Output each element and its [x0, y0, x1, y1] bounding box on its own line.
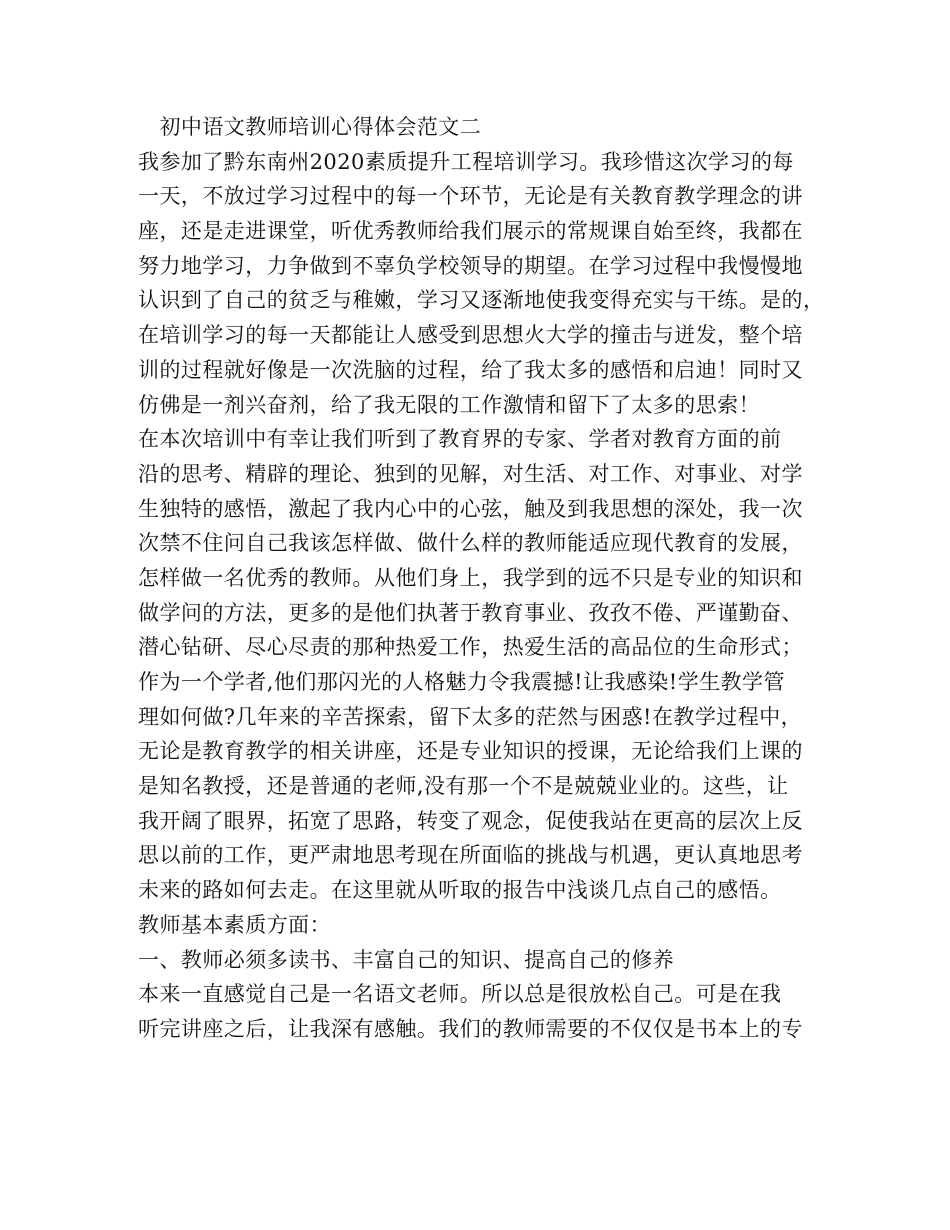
text-line: 作为一个学者,他们那闪光的人格魅力令我震撼!让我感染!学生教学管: [138, 670, 785, 694]
text-line: 一天，不放过学习过程中的每一个环节，无论是有关教育教学理念的讲: [138, 184, 803, 209]
text-line: 思以前的工作，更严肃地思考现在所面临的挑战与机遇，更认真地思考: [138, 843, 803, 868]
text-line: 在本次培训中有幸让我们听到了教育界的专家、学者对教育方面的前: [138, 427, 782, 452]
text-line: 我参加了黔东南州2020素质提升工程培训学习。我珍惜这次学习的每: [138, 149, 794, 174]
text-line: 无论是教育教学的相关讲座，还是专业知识的授课，无论给我们上课的: [138, 739, 803, 764]
text-line: 理如何做?几年来的辛苦探索，留下太多的茫然与困惑!在教学过程中，: [138, 704, 803, 729]
text-line: 认识到了自己的贫乏与稚嫩，学习又逐渐地使我变得充实与干练。是的，: [138, 288, 825, 313]
text-line: 仿佛是一剂兴奋剂，给了我无限的工作激情和留下了太多的思索！: [138, 392, 761, 417]
section-heading: 教师基本素质方面：: [138, 912, 332, 937]
subsection-heading: 一、教师必须多读书、丰富自己的知识、提高自己的修养: [138, 947, 675, 972]
text-line: 座，还是走进课堂，听优秀教师给我们展示的常规课自始至终，我都在: [138, 219, 803, 244]
text-line: 在培训学习的每一天都能让人感受到思想火大学的撞击与迸发，整个培: [138, 323, 803, 348]
document-title: 初中语文教师培训心得体会范文二: [138, 115, 482, 139]
text-line: 训的过程就好像是一次洗脑的过程，给了我太多的感悟和启迪！同时又: [138, 357, 803, 382]
text-line: 次禁不住问自己我该怎样做、做什么样的教师能适应现代教育的发展，: [138, 531, 803, 556]
text-line: 本来一直感觉自己是一名语文老师。所以总是很放松自己。可是在我: [138, 982, 782, 1007]
text-line: 听完讲座之后，让我深有感触。我们的教师需要的不仅仅是书本上的专: [138, 1016, 803, 1041]
text-line: 是知名教授，还是普通的老师,没有那一个不是兢兢业业的。这些，让: [138, 774, 789, 799]
document-body: [138, 110, 828, 1047]
text-line: 怎样做一名优秀的教师。从他们身上，我学到的远不只是专业的知识和: [138, 565, 803, 590]
text-line: 潜心钻研、尽心尽责的那种热爱工作，热爱生活的高品位的生命形式；: [138, 635, 803, 660]
text-line: 我开阔了眼界，拓宽了思路，转变了观念，促使我站在更高的层次上反: [138, 808, 803, 833]
text-line: 努力地学习，力争做到不辜负学校领导的期望。在学习过程中我慢慢地: [138, 253, 803, 278]
text-line: 生独特的感悟，激起了我内心中的心弦，触及到我思想的深处，我一次: [138, 496, 803, 521]
text-line: 沿的思考、精辟的理论、独到的见解，对生活、对工作、对事业、对学: [138, 461, 803, 486]
text-line: 做学问的方法，更多的是他们执著于教育事业、孜孜不倦、严谨勤奋、: [138, 600, 803, 625]
text-line: 未来的路如何去走。在这里就从听取的报告中浅谈几点自己的感悟。: [138, 878, 782, 903]
